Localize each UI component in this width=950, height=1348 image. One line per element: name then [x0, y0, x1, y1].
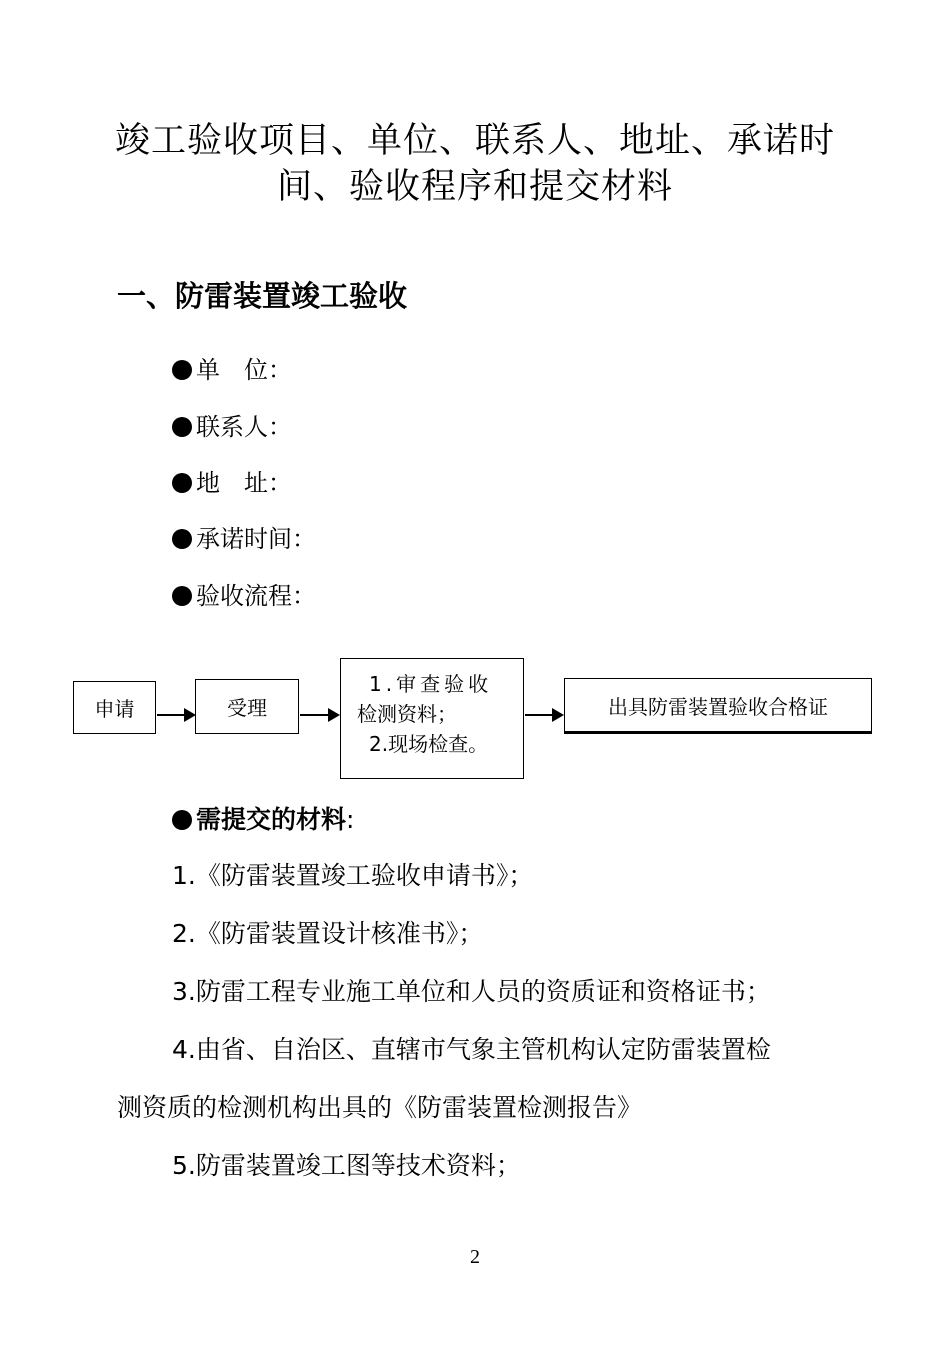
- flow-step-label: 受理: [227, 696, 267, 720]
- materials-heading: [172, 804, 354, 836]
- bullet-icon: [172, 417, 192, 437]
- flow-step-review: [340, 658, 524, 779]
- material-item: 2.《防雷装置设计核准书》；: [172, 919, 484, 948]
- flow-step-line: 1.审查验收: [369, 672, 493, 696]
- info-label: 验收流程：: [196, 582, 316, 610]
- arrow-icon: [157, 714, 194, 716]
- materials-heading-colon: :: [346, 805, 355, 834]
- bullet-icon: [172, 360, 192, 380]
- title-line-2: 间、验收程序和提交材料: [276, 167, 673, 207]
- flow-step-line: 检测资料；: [357, 702, 457, 726]
- material-item: 3.防雷工程专业施工单位和人员的资质证和资格证书；: [172, 977, 771, 1006]
- bullet-icon: [172, 473, 192, 493]
- info-unit: [172, 354, 292, 386]
- bullet-icon: [172, 810, 192, 830]
- info-process: [172, 580, 316, 612]
- info-address: [172, 467, 292, 499]
- info-label: 承诺时间：: [196, 525, 316, 553]
- bullet-icon: [172, 586, 192, 606]
- title-line-1: 竣工验收项目、单位、联系人、地址、承诺时: [114, 121, 835, 161]
- info-label: 联系人：: [196, 413, 292, 441]
- material-item: 1.《防雷装置竣工验收申请书》；: [172, 861, 534, 890]
- flow-step-accept: [195, 679, 299, 734]
- info-label: 单 位：: [196, 356, 292, 384]
- flow-step-certificate: [564, 678, 872, 734]
- flow-step-apply: [73, 681, 156, 734]
- info-label: 地 址：: [196, 469, 292, 497]
- flow-step-label: 申请: [94, 697, 135, 721]
- bullet-icon: [172, 529, 192, 549]
- section-heading: 一、防雷装置竣工验收: [117, 279, 408, 313]
- materials-heading-text: 需提交的材料: [196, 805, 347, 834]
- material-item-continued: 测资质的检测机构出具的《防雷装置检测报告》: [117, 1093, 643, 1122]
- document-title: [95, 118, 855, 210]
- arrow-icon: [525, 714, 562, 716]
- flow-step-line: 2.现场检查。: [369, 732, 489, 756]
- page-number: 2: [470, 1246, 480, 1268]
- arrow-icon: [300, 714, 338, 716]
- info-promise-time: [172, 523, 316, 555]
- info-contact: [172, 411, 292, 443]
- flow-step-label: 出具防雷装置验收合格证: [608, 694, 828, 719]
- material-item: 4.由省、自治区、直辖市气象主管机构认定防雷装置检: [172, 1035, 771, 1064]
- material-item: 5.防雷装置竣工图等技术资料；: [172, 1151, 521, 1180]
